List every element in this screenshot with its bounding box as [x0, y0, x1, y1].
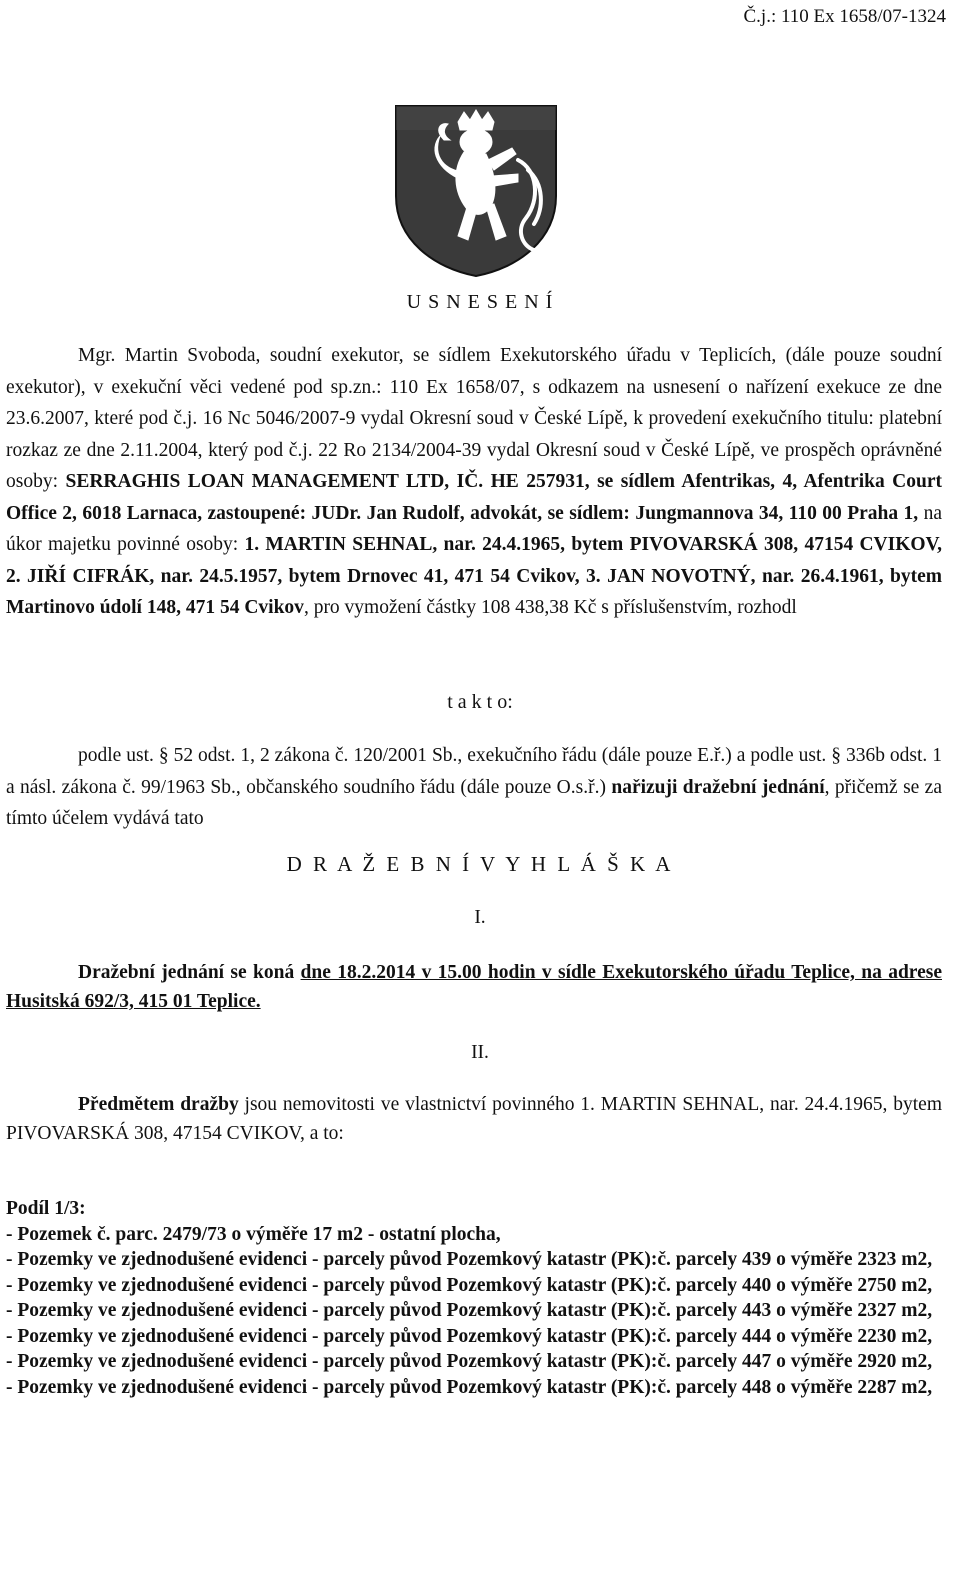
intro-text-3: , pro vymožení částky 108 438,38 Kč s příslušenstvím, rozhodl	[303, 597, 797, 618]
order-statement: nařizuji dražební jednání	[611, 776, 825, 798]
property-list	[6, 1196, 942, 1400]
legal-basis-tail: , přičemž se za tímto účelem vydává tato	[6, 776, 942, 829]
list-item: - Pozemky ve zjednodušené evidenci - parcely původ Pozemkový katastr (PK):č. parcely 447 o výměře 2920 m2,	[6, 1351, 933, 1372]
document-title: U S N E S E N Í	[406, 291, 554, 313]
list-item: - Pozemek č. parc. 2479/73 o výměře 17 m2 - ostatní plocha,	[6, 1223, 501, 1245]
section-i-number: I.	[474, 907, 486, 928]
case-reference: Č.j.: 110 Ex 1658/07-1324	[743, 6, 946, 27]
list-item: - Pozemky ve zjednodušené evidenci - parcely původ Pozemkový katastr (PK):č. parcely 440 o výměře 2750 m2,	[6, 1274, 933, 1296]
auction-date-lead: Dražební jednání se koná	[78, 962, 301, 983]
share-header: Podíl 1/3:	[6, 1198, 86, 1219]
takto-heading: t a k t o:	[447, 691, 513, 713]
legal-basis-text: podle ust. § 52 odst. 1, 2 zákona č. 120/2001 Sb., exekučního řádu (dále pouze E.ř.) a podle ust. § 336b odst. 1 a násl. zákona č. 99/1963 Sb., občanského soudního řádu (dále pouze O.s.ř.)	[6, 745, 942, 798]
section-i-paragraph	[6, 958, 942, 1016]
auction-notice-heading: D R A Ž E B N Í V Y H L Á Š K A	[286, 852, 674, 876]
intro-text-1: Mgr. Martin Svoboda, soudní exekutor, se sídlem Exekutorského úřadu v Teplicích, (dále pouze soudní exekutor), v exekuční věci vedené pod sp.zn.: 110 Ex 1658/07, s odkazem na usnesení o nařízení exekuce ze dne 23.6.2007, které pod č.j. 16 Nc 5046/2007-9 vydal Okresní soud v České Lípě, k provedení exekučního titulu: platební rozkaz ze dne 2.11.2004, který pod č.j. 22 Ro 2134/2004-39 vydal Okresní soud v České Lípě, ve prospěch oprávněné osoby:	[6, 345, 942, 492]
debtors-info: 1. MARTIN SEHNAL, nar. 24.4.1965, bytem PIVOVARSKÁ 308, 47154 CVIKOV, 2. JIŘÍ CIFRÁK, nar. 24.5.1957, bytem Drnovec 41, 471 54 Cvikov, 3. JAN NOVOTNÝ, nar. 26.4.1961, bytem Martinovo údolí 148, 471 54 Cvikov	[6, 534, 942, 618]
auction-subject-text: jsou nemovitosti ve vlastnictví povinného 1. MARTIN SEHNAL, nar. 24.4.1965, bytem PIVOVARSKÁ 308, 47154 CVIKOV, a to:	[6, 1094, 942, 1144]
list-item: - Pozemky ve zjednodušené evidenci - parcely původ Pozemkový katastr (PK):č. parcely 439 o výměře 2323 m2,	[6, 1249, 933, 1270]
list-item: - Pozemky ve zjednodušené evidenci - parcely původ Pozemkový katastr (PK):č. parcely 444 o výměře 2230 m2,	[6, 1325, 933, 1347]
auction-subject-label: Předmětem dražby	[78, 1094, 239, 1115]
intro-text-2: na úkor majetku povinné osoby:	[6, 502, 943, 555]
auction-date-place: dne 18.2.2014 v 15.00 hodin v sídle Exekutorského úřadu Teplice, na adrese Husitská 692/3, 415 01 Teplice.	[6, 962, 942, 1012]
creditor-info: SERRAGHIS LOAN MANAGEMENT LTD, IČ. HE 257931, se sídlem Afentrikas, 4, Afentrika Court Office 2, 6018 Larnaca, zastoupené: JUDr. Jan Rudolf, advokát, se sídlem: Jungmannova 34, 110 00 Praha 1,	[6, 471, 942, 524]
section-ii-number: II.	[471, 1042, 489, 1063]
list-item: - Pozemky ve zjednodušené evidenci - parcely původ Pozemkový katastr (PK):č. parcely 443 o výměře 2327 m2,	[6, 1300, 933, 1321]
coat-of-arms-icon	[388, 100, 564, 280]
section-ii-paragraph	[6, 1090, 942, 1148]
intro-paragraph	[6, 340, 942, 624]
legal-basis-paragraph	[6, 740, 942, 835]
list-item: - Pozemky ve zjednodušené evidenci - parcely původ Pozemkový katastr (PK):č. parcely 448 o výměře 2287 m2,	[6, 1376, 933, 1398]
